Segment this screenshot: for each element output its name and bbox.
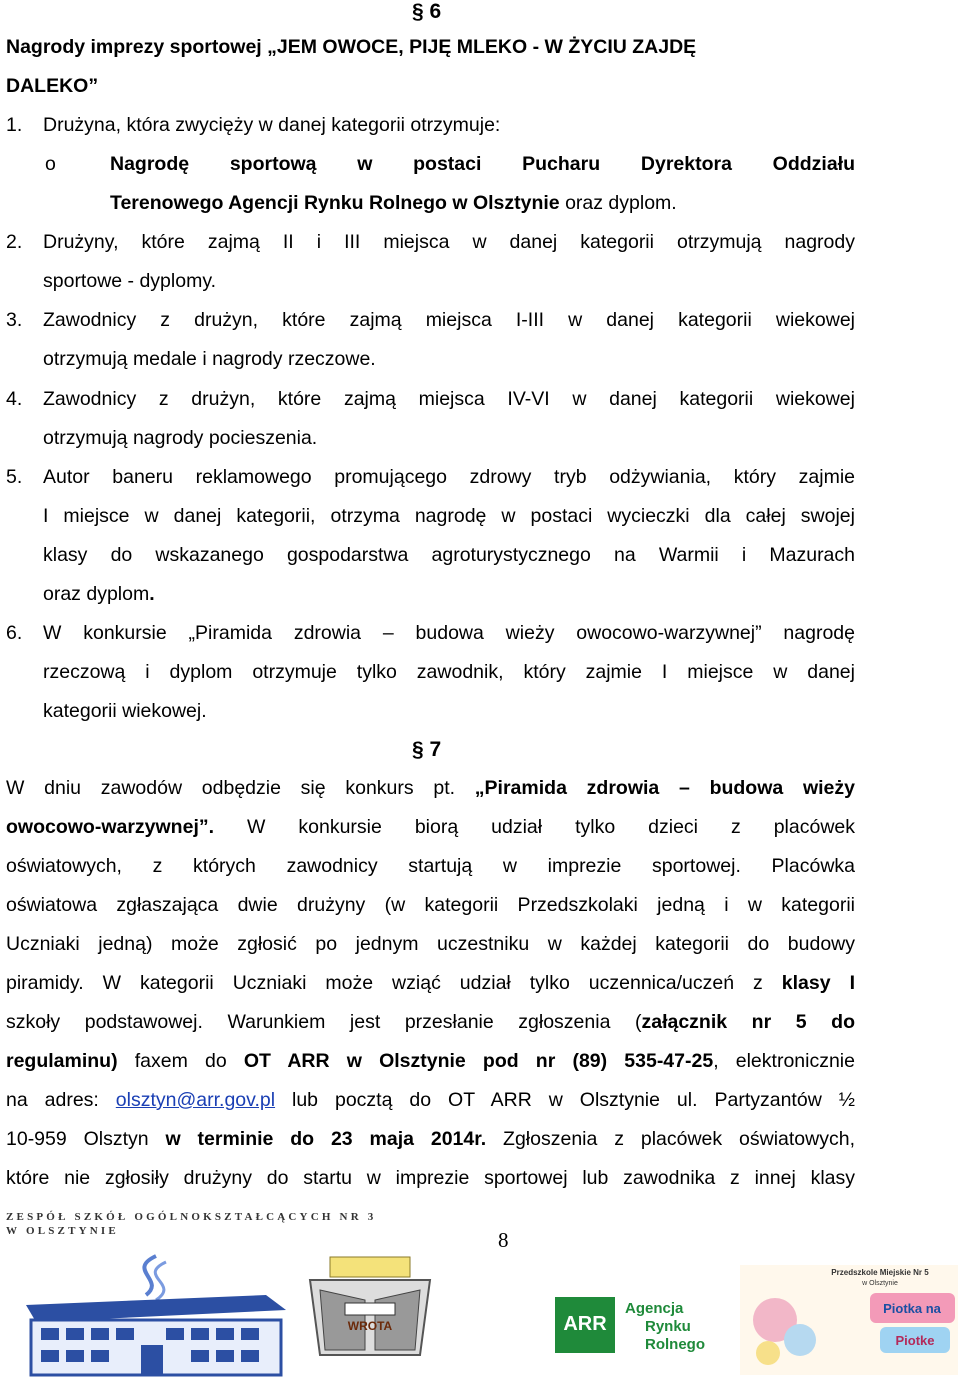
- bullet-line2: [110, 192, 677, 215]
- bullet-line2-bold: Terenowego Agencji Rynku Rolnego w Olsztynie: [110, 192, 560, 214]
- s7-l6-b: klasy I: [781, 972, 855, 994]
- item-5-line1: Autor baneru reklamowego promującego zdrowy tryb odżywiania, który zajmie: [43, 466, 855, 488]
- s7-l10-c: Zgłoszenia z placówek oświatowych,: [486, 1128, 855, 1150]
- section-7-line9: [6, 1089, 855, 1112]
- s7-l9-a: na adres:: [6, 1089, 116, 1111]
- s7-l10-b: w terminie do 23 maja 2014r.: [165, 1128, 487, 1150]
- section-7-line10: [6, 1128, 855, 1151]
- arr-abbr: ARR: [563, 1313, 607, 1335]
- preschool-line3: Piotka na: [883, 1301, 941, 1316]
- s7-l1-a: W dniu zawodów odbędzie się konkurs pt.: [6, 777, 475, 799]
- school-building-logo: [6, 1250, 306, 1380]
- section-6-title-line1: Nagrody imprezy sportowej „JEM OWOCE, PIJĘ MLEKO - W ŻYCIU ZAJDĘ: [6, 36, 697, 58]
- item-3-number: 3.: [6, 309, 23, 331]
- preschool-logo: [740, 1265, 958, 1375]
- arr-text-1: Agencja: [625, 1300, 684, 1317]
- item-2-number: 2.: [6, 231, 23, 253]
- s7-l1-b: „Piramida zdrowia – budowa wieży: [474, 777, 855, 799]
- s7-l8-d: , elektronicznie: [713, 1050, 855, 1072]
- s7-l2-b: W konkursie biorą udział tylko dzieci z placówek: [214, 816, 855, 838]
- item-6-line3: kategorii wiekowej.: [43, 700, 207, 722]
- bullet-line1: Nagrodę sportową w postaci Pucharu Dyrektora Oddziału: [110, 153, 855, 175]
- item-5-line3: klasy do wskazanego gospodarstwa agroturystycznego na Warmii i Mazurach: [43, 544, 855, 566]
- email-link[interactable]: olsztyn@arr.gov.pl: [115, 1089, 276, 1111]
- page-number: 8: [498, 1228, 509, 1252]
- item-5-line2: I miejsce w danej kategorii, otrzyma nagrodę w postaci wycieczki dla całej swojej: [43, 505, 855, 527]
- s7-l7-a: szkoły podstawowej. Warunkiem jest przesłanie zgłoszenia (: [6, 1011, 642, 1033]
- section-7-line3: oświatowych, z których zawodnicy startują w imprezie sportowej. Placówka: [6, 855, 855, 877]
- section-7-line4: oświatowa zgłaszająca dwie drużyny (w kategorii Przedszkolaki jedną i w kategorii: [6, 894, 855, 916]
- arr-text-2: Rynku: [645, 1318, 691, 1335]
- item-2-line2: sportowe - dyplomy.: [43, 270, 217, 292]
- arr-text-3: Rolnego: [645, 1336, 705, 1353]
- s7-l10-a: 10-959 Olsztyn: [6, 1128, 166, 1150]
- item-4-line2: otrzymują nagrody pocieszenia.: [43, 427, 318, 449]
- section-7-line6: [6, 972, 855, 995]
- item-6-line2: rzeczową i dyplom otrzymuje tylko zawodnik, który zajmie I miejsce w danej: [43, 661, 855, 683]
- section-7-line8: [6, 1050, 855, 1073]
- item-5-line4: [43, 583, 155, 606]
- item-6-number: 6.: [6, 622, 23, 644]
- item-4-line1: Zawodnicy z drużyn, które zajmą miejsca IV-VI w danej kategorii wiekowej: [43, 388, 855, 410]
- item-5-line4-text: oraz dyplom: [43, 583, 150, 605]
- item-5-line4-dot: .: [149, 583, 155, 605]
- item-2-line1: Drużyny, które zajmą II i III miejsca w danej kategorii otrzymują nagrody: [43, 231, 855, 253]
- section-7-line5: Uczniaki jedną) może zgłosić po jednym uczestniku w każdej kategorii do budowy: [6, 933, 855, 955]
- preschool-line1: Przedszkole Miejskie Nr 5: [831, 1268, 929, 1277]
- section-6-title-line2: DALEKO”: [6, 75, 99, 97]
- s7-l8-b: faxem do: [117, 1050, 244, 1072]
- s7-l7-b: załącznik nr 5 do: [641, 1011, 855, 1033]
- s7-l2-a: owocowo-warzywnej”.: [6, 816, 215, 838]
- footer-school-name: [6, 1210, 377, 1238]
- section-6-mark: § 6: [412, 0, 442, 23]
- item-6-line1: W konkursie „Piramida zdrowia – budowa wieży owocowo-warzywnej” nagrodę: [43, 622, 855, 644]
- section-7-line1: [6, 777, 855, 800]
- arr-logo: [555, 1295, 720, 1365]
- section-7-line7: [6, 1011, 855, 1034]
- item-3-line2: otrzymują medale i nagrody rzeczowe.: [43, 348, 376, 370]
- preschool-line4: Piotke: [895, 1333, 935, 1348]
- item-1-text: Drużyna, która zwycięży w danej kategorii otrzymuje:: [43, 114, 501, 136]
- bullet-line2-rest: oraz dyplom.: [559, 192, 677, 214]
- item-5-number: 5.: [6, 466, 23, 488]
- section-7-line11: które nie zgłosiły drużyny do startu w imprezie sportowej lub zawodnika z innej klasy: [6, 1167, 855, 1189]
- s7-l9-b: lub pocztą do OT ARR w Olsztynie ul. Partyzantów ½: [275, 1089, 855, 1111]
- preschool-line2: w Olsztynie: [862, 1280, 898, 1287]
- footer-school-line1: ZESPÓŁ SZKÓŁ OGÓLNOKSZTAŁCĄCYCH NR 3: [6, 1211, 377, 1223]
- item-3-line1: Zawodnicy z drużyn, które zajmą miejsca I-III w danej kategorii wiekowej: [43, 309, 855, 331]
- wrota-logo: [300, 1255, 440, 1365]
- s7-l8-a: regulaminu): [6, 1050, 118, 1072]
- s7-l8-c: OT ARR w Olsztynie pod nr (89) 535-47-25: [243, 1050, 714, 1072]
- footer-school-line2: W OLSZTYNIE: [6, 1225, 119, 1237]
- section-7-mark: § 7: [412, 738, 442, 761]
- s7-l6-a: piramidy. W kategorii Uczniaki może wziąć udział tylko uczennica/uczeń z: [6, 972, 782, 994]
- bullet-marker: o: [45, 153, 56, 175]
- item-4-number: 4.: [6, 388, 23, 410]
- section-7-line2: [6, 816, 855, 839]
- wrota-title: WROTA: [347, 1319, 393, 1333]
- item-1-number: 1.: [6, 114, 23, 136]
